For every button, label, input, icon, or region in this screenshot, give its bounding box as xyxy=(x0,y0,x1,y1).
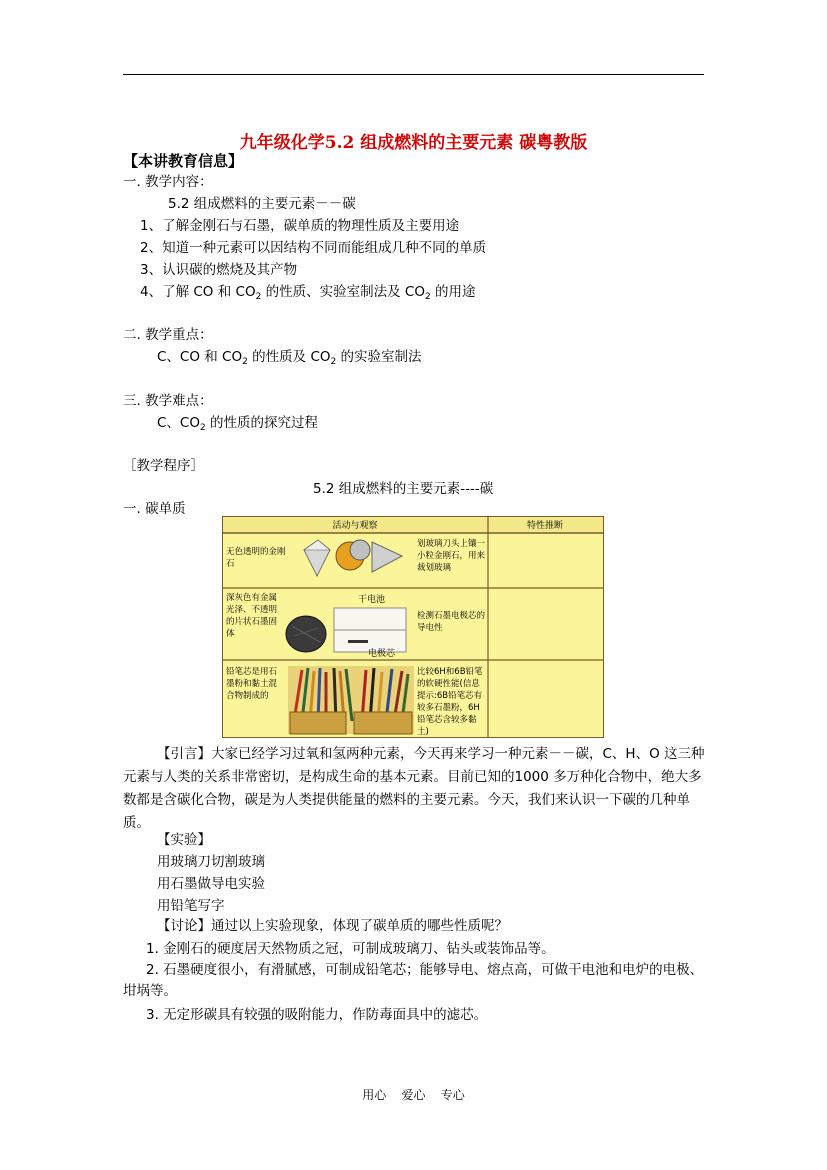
key-points-heading: 二. 教学重点： xyxy=(123,327,213,343)
experiment-1: 用玻璃刀切割玻璃 xyxy=(157,854,265,870)
experiment-heading: 【实验】 xyxy=(157,832,211,848)
carbon-elements-heading: 一. 碳单质 xyxy=(123,501,186,517)
row2-right-text: 检测石墨电极芯的导电性 xyxy=(417,611,485,633)
header-rule xyxy=(123,74,704,75)
electrode-label: 电极芯 xyxy=(368,649,396,659)
pencil-cups-picture xyxy=(288,666,414,734)
row3-right-text: 比较6H和6B铅笔的软硬性能(信息提示:6B铅笔芯有较多石墨粉，6H铅笔芯含较多黏土) xyxy=(417,667,483,736)
edu-info-heading: 【本讲教育信息】 xyxy=(123,152,244,170)
goal-2: 2、知道一种元素可以因结构不同而能组成几种不同的单质 xyxy=(140,240,487,256)
content-subheading: 5.2 组成燃料的主要元素－－碳 xyxy=(168,196,356,212)
content-heading: 一. 教学内容： xyxy=(123,174,213,190)
point-1: 1. 金刚石的硬度居天然物质之冠，可制成玻璃刀、钻头或装饰品等。 xyxy=(146,941,555,957)
key-points-line: C、CO 和 $CO_2$ 的性质及 $CO_2$ 的实验室制法 xyxy=(157,349,422,367)
table-header-activity: 活动与观察 xyxy=(332,521,378,531)
activity-table-figure xyxy=(222,516,604,738)
point-2: 2. 石墨硬度很小，有滑腻感，可制成铅笔芯；能够导电、熔点高，可做干电池和电炉的电极、坩埚等。 xyxy=(123,962,704,999)
difficulty-heading: 三. 教学难点： xyxy=(123,393,213,409)
procedure-title: 5.2 组成燃料的主要元素----碳 xyxy=(313,481,494,497)
table-header-inference: 特性推断 xyxy=(526,521,564,531)
point-3: 3. 无定形碳具有较强的吸附能力，作防毒面具中的滤芯。 xyxy=(146,1007,488,1023)
procedure-heading: ［教学程序］ xyxy=(123,458,204,474)
goal-1: 1、了解金刚石与石墨，碳单质的物理性质及主要用途 xyxy=(140,218,460,234)
experiment-2: 用石墨做导电实验 xyxy=(157,876,265,892)
difficulty-line: C、$CO_2$ 的性质的探究过程 xyxy=(157,415,319,433)
row3-left-text: 铅笔芯是用石墨粉和黏土混合物制成的 xyxy=(226,667,278,701)
experiment-3: 用铅笔写字 xyxy=(157,898,225,914)
row1-left-text: 无色透明的金刚石 xyxy=(226,547,286,569)
row2-left-text: 深灰色有金属光泽、不透明的片状石墨固体 xyxy=(226,593,278,639)
discussion-line: 【讨论】通过以上实验现象，体现了碳单质的哪些性质呢？ xyxy=(157,918,508,934)
page-footer: 用心 爱心 专心 xyxy=(362,1088,465,1102)
row1-right-text: 划玻璃刀头上镶一小粒金刚石，用来裁划玻璃 xyxy=(417,539,485,573)
intro-paragraph: 【引言】大家已经学习过氧和氢两种元素，今天再来学习一种元素－－碳，C、H、O 这三种元素与人类的关系非常密切，是构成生命的基本元素。目前已知的1000 多万种化合物中，绝大多数都是含碳化合物，碳是为人类提供能量的燃料的主要元素。今天，我们来认识一下碳的几种单质。 xyxy=(123,746,705,831)
battery-label: 干电池 xyxy=(358,595,386,605)
goal-3: 3、认识碳的燃烧及其产物 xyxy=(140,262,298,278)
goal-4: 4、了解 CO 和 $CO_2$ 的性质、实验室制法及 $CO_2$ 的用途 xyxy=(140,284,476,302)
document-title: 九年级化学5.2 组成燃料的主要元素 碳粤教版 xyxy=(239,133,588,153)
